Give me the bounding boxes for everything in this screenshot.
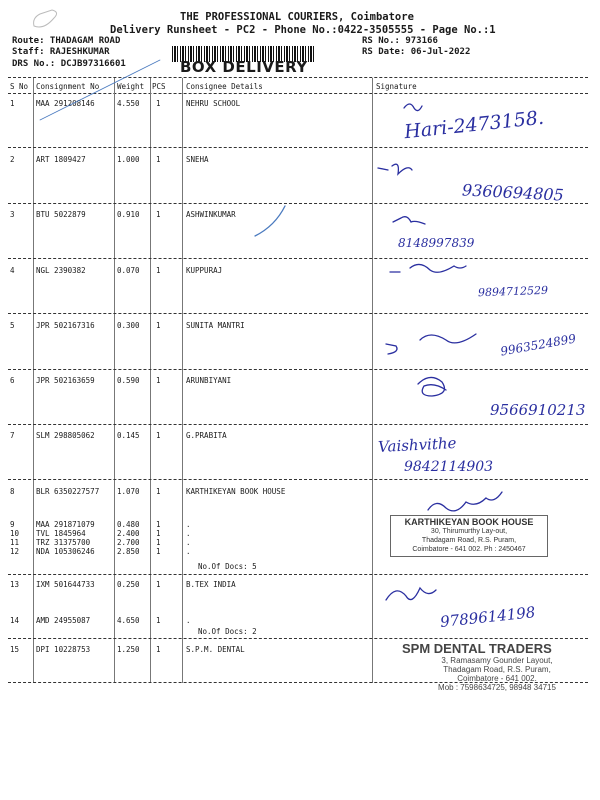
row-consignee: SUNITA MANTRI <box>186 321 245 330</box>
row-consignee: S.P.M. DENTAL <box>186 645 245 654</box>
row-consignee: G.PRABITA <box>186 431 227 440</box>
row-weight: 2.850 <box>117 547 140 556</box>
row-weight: 0.590 <box>117 376 140 385</box>
row-weight: 0.145 <box>117 431 140 440</box>
stamp-line: Coimbatore - 641 002. <box>457 674 537 683</box>
row-weight: 2.400 <box>117 529 140 538</box>
runsheet-title: Delivery Runsheet - PC2 - Phone No.:0422-3505555 - Page No.:1 <box>110 24 496 36</box>
stamp-line: Thadagam Road, R.S. Puram, <box>443 665 551 674</box>
row-pcs: 1 <box>156 155 161 164</box>
stamp-line: 3, Ramasamy Gounder Layout, <box>441 656 553 665</box>
row-pcs: 1 <box>156 266 161 275</box>
row-pcs: 1 <box>156 547 161 556</box>
row-consignment: TVL 1845964 <box>36 529 86 538</box>
row-consignment: SLM 298805062 <box>36 431 95 440</box>
row-consignee: KUPPURAJ <box>186 266 223 275</box>
row-weight: 4.550 <box>117 99 140 108</box>
row-consignment: IXM 501644733 <box>36 580 95 589</box>
row-sno: 3 <box>10 210 15 219</box>
row-pcs: 1 <box>156 520 161 529</box>
row-sno: 11 <box>10 538 20 547</box>
row-sno: 7 <box>10 431 15 440</box>
handwritten-phone: 9789614198 <box>439 603 537 631</box>
company-title: THE PROFESSIONAL COURIERS, Coimbatore <box>180 11 414 23</box>
handwritten-phone: 9894712529 <box>477 283 549 300</box>
row-consignment: JPR 502167316 <box>36 321 95 330</box>
row-weight: 0.070 <box>117 266 140 275</box>
row-consignment: BLR 6350227577 <box>36 487 100 496</box>
stamp-line: Coimbatore - 641 002. Ph : 2450467 <box>412 546 526 553</box>
staff-label: Staff: RAJESHKUMAR <box>12 47 110 57</box>
row-consignment: DPI 10228753 <box>36 645 91 654</box>
row-consignee: SNEHA <box>186 155 209 164</box>
row-consignment: TRZ 31375700 <box>36 538 91 547</box>
row-weight: 4.650 <box>117 616 140 625</box>
row-sno: 13 <box>10 580 20 589</box>
row-sno: 1 <box>10 99 15 108</box>
row-pcs: 1 <box>156 210 161 219</box>
box-delivery-stamp: BOX DELIVERY <box>180 58 308 76</box>
row-consignee: B.TEX INDIA <box>186 580 236 589</box>
rs-date: RS Date: 06-Jul-2022 <box>362 47 471 57</box>
row-weight: 1.250 <box>117 645 140 654</box>
scribble-mark <box>386 588 436 600</box>
row-consignment: NGL 2390382 <box>36 266 86 275</box>
row-consignee: . <box>186 547 191 556</box>
row-consignee: . <box>186 529 191 538</box>
row-pcs: 1 <box>156 529 161 538</box>
scribble-mark <box>428 492 502 511</box>
scribble-mark <box>34 10 57 27</box>
route-label: Route: THADAGAM ROAD <box>12 36 121 46</box>
row-consignee: NEHRU SCHOOL <box>186 99 241 108</box>
row-pcs: 1 <box>156 99 161 108</box>
rs-number: RS No.: 973166 <box>362 36 438 46</box>
stamp-line: Mob : 7598634725, 98948 34715 <box>438 683 556 692</box>
handwritten-phone: 9842114903 <box>404 459 494 475</box>
row-pcs: 1 <box>156 487 161 496</box>
row-consignment: MAA 291871079 <box>36 520 95 529</box>
scribble-mark <box>378 164 412 174</box>
row-consignee: KARTHIKEYAN BOOK HOUSE <box>186 487 286 496</box>
company-stamp <box>402 641 592 692</box>
row-consignment: AMD 24955087 <box>36 616 91 625</box>
scribble-mark <box>255 206 285 236</box>
row-pcs: 1 <box>156 580 161 589</box>
stamp-line: Thadagam Road, R.S. Puram, <box>421 537 517 544</box>
row-sno: 14 <box>10 616 20 625</box>
row-weight: 2.700 <box>117 538 140 547</box>
col-pcs: PCS <box>152 82 166 91</box>
col-weight: Weight <box>117 82 145 91</box>
row-consignee: . <box>186 616 191 625</box>
stamp-line: 30, Thirumurthy Lay-out, <box>430 528 508 535</box>
row-weight: 1.070 <box>117 487 140 496</box>
row-pcs: 1 <box>156 538 161 547</box>
company-stamp <box>390 515 548 557</box>
row-weight: 0.480 <box>117 520 140 529</box>
row-consignee: . <box>186 538 191 547</box>
row-consignee: ARUNBIYANI <box>186 376 232 385</box>
scribble-mark <box>40 60 160 120</box>
row-weight: 0.300 <box>117 321 140 330</box>
row-weight: 0.250 <box>117 580 140 589</box>
row-sno: 9 <box>10 520 15 529</box>
row-sno: 4 <box>10 266 15 275</box>
handwritten-signature: Hari-2473158. <box>403 106 545 144</box>
docs-count: No.Of Docs: 5 <box>198 562 257 571</box>
scribble-mark <box>393 217 425 224</box>
row-consignee: . <box>186 520 191 529</box>
row-sno: 6 <box>10 376 15 385</box>
row-consignee: ASHWINKUMAR <box>186 210 236 219</box>
row-consignment: JPR 502163659 <box>36 376 95 385</box>
scribble-mark <box>418 377 446 396</box>
row-pcs: 1 <box>156 321 161 330</box>
row-sno: 12 <box>10 547 20 556</box>
handwritten-signature: Vaishvithe <box>377 433 457 457</box>
handwritten-phone: 9963524899 <box>499 331 577 359</box>
row-sno: 15 <box>10 645 20 654</box>
col-consignee: Consignee Details <box>186 82 263 91</box>
scribble-mark <box>386 334 476 354</box>
col-sno: S No <box>10 82 29 91</box>
scribble-mark <box>390 264 466 272</box>
stamp-name: KARTHIKEYAN BOOK HOUSE <box>404 517 534 527</box>
row-pcs: 1 <box>156 645 161 654</box>
row-sno: 5 <box>10 321 15 330</box>
row-weight: 0.910 <box>117 210 140 219</box>
docs-count: No.Of Docs: 2 <box>198 627 257 636</box>
row-pcs: 1 <box>156 376 161 385</box>
row-pcs: 1 <box>156 616 161 625</box>
row-sno: 2 <box>10 155 15 164</box>
handwritten-phone: 8148997839 <box>398 236 475 250</box>
col-consignment: Consignment No <box>36 82 100 91</box>
col-signature: Signature <box>376 82 417 91</box>
row-weight: 1.000 <box>117 155 140 164</box>
row-sno: 8 <box>10 487 15 496</box>
row-consignment: ART 1809427 <box>36 155 86 164</box>
stamp-name: SPM DENTAL TRADERS <box>402 641 552 656</box>
row-consignment: NDA 105306246 <box>36 547 95 556</box>
drs-label: DRS No.: DCJB97316601 <box>12 59 126 69</box>
handwritten-phone: 9360694805 <box>461 180 565 205</box>
handwritten-phone: 9566910213 <box>490 401 586 419</box>
scribble-mark <box>404 104 422 111</box>
row-consignment: BTU 5022879 <box>36 210 86 219</box>
row-pcs: 1 <box>156 431 161 440</box>
row-sno: 10 <box>10 529 20 538</box>
row-consignment: MAA 291208146 <box>36 99 95 108</box>
